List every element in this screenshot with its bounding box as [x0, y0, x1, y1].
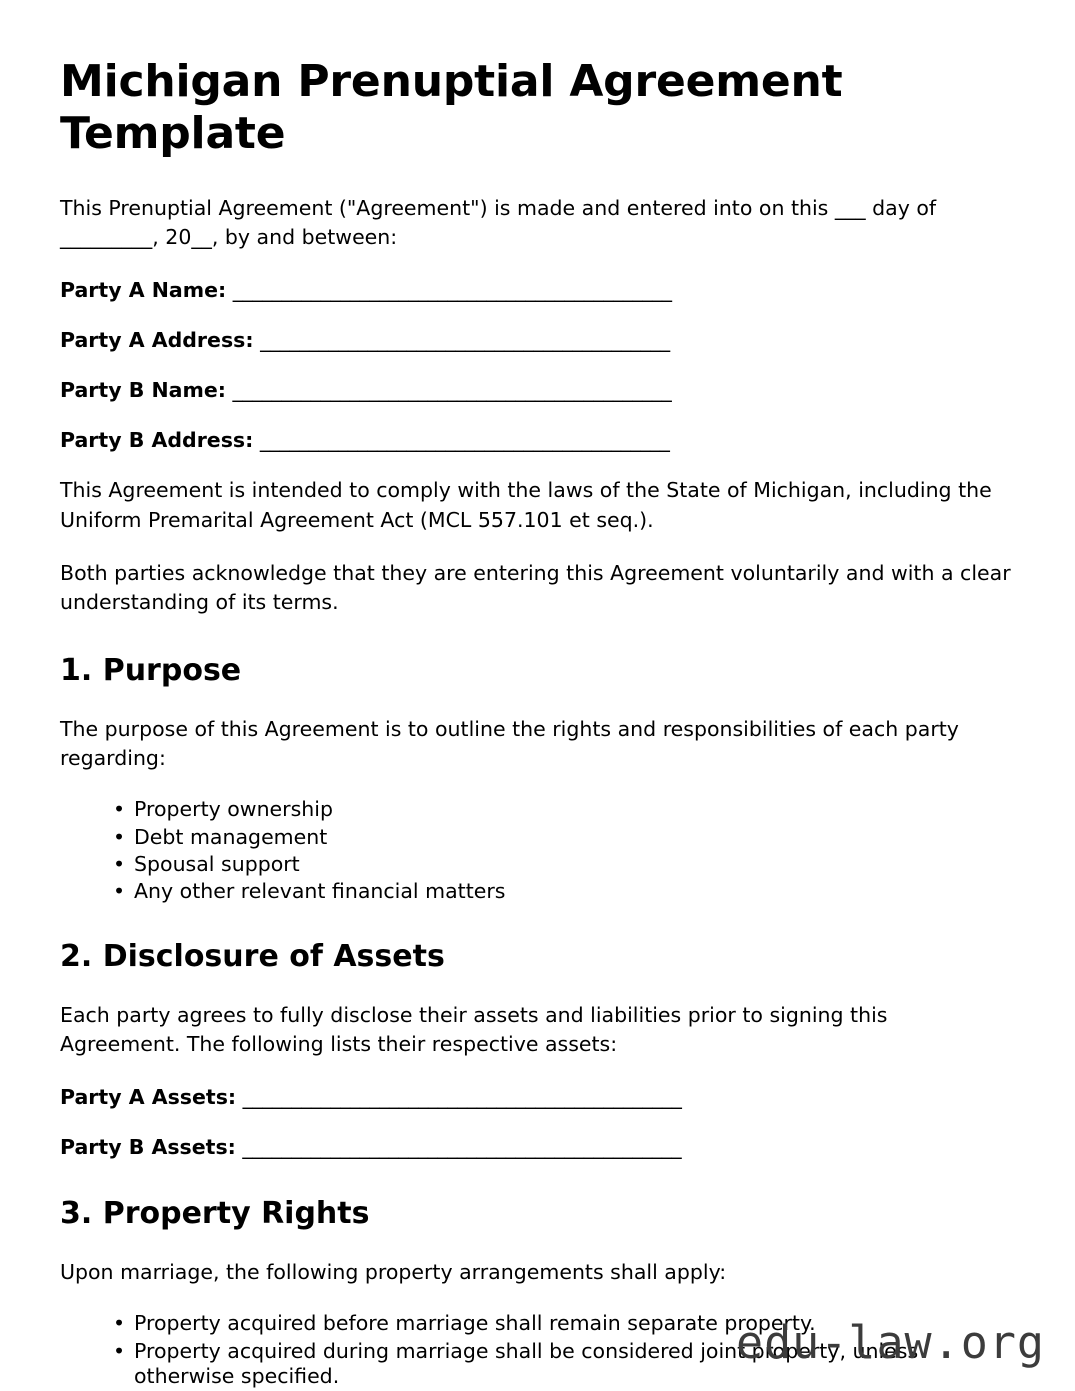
acknowledgement-paragraph: Both parties acknowledge that they are entering this Agreement voluntarily and with a clear understanding of its terms.: [60, 560, 1011, 614]
list-item: • Any other relevant financial matters: [113, 879, 1013, 904]
section-property-rights-intro: Upon marriage, the following property arrangements shall apply:: [60, 1260, 727, 1285]
field-blank-line[interactable]: __________________________________________: [260, 328, 670, 353]
field-blank-line[interactable]: _____________________________________________: [232, 378, 672, 403]
field-label: Party A Assets:: [60, 1084, 237, 1109]
section-purpose-intro: The purpose of this Agreement is to outline the rights and responsibilities of each party regarding:: [60, 716, 959, 771]
field-label: Party B Assets:: [60, 1135, 236, 1160]
field-party-b-address: [60, 426, 1013, 455]
list-item: • Spousal support: [113, 852, 1013, 877]
intro-paragraph: This Prenuptial Agreement ("Agreement") is made and entered into on this ___ day of _________, 20__, by and between:: [60, 195, 937, 249]
field-blank-line[interactable]: __________________________________________: [259, 428, 670, 453]
field-blank-line[interactable]: _____________________________________________: [242, 1084, 682, 1109]
field-party-a-name: [60, 276, 1013, 305]
list-item: • Property acquired before marriage shall remain separate property.: [113, 1311, 1013, 1336]
field-party-b-name: [60, 376, 1013, 405]
section-heading-purpose: 1. Purpose: [60, 652, 242, 688]
section-disclosure-intro: Each party agrees to fully disclose their assets and liabilities prior to signing this Agreement. The following lists their respective assets:: [60, 1002, 888, 1056]
field-label: Party A Name:: [60, 278, 227, 303]
list-item: • Property ownership: [113, 797, 1013, 822]
purpose-bullet-list: [60, 797, 1013, 905]
field-blank-line[interactable]: _____________________________________________: [242, 1135, 682, 1160]
field-label: Party B Name:: [60, 378, 226, 403]
section-heading-property-rights: 3. Property Rights: [60, 1196, 370, 1232]
field-party-a-assets: [60, 1083, 1013, 1112]
site-watermark: edu-law.org: [735, 1316, 1045, 1369]
section-heading-disclosure-of-assets: 2. Disclosure of Assets: [60, 938, 445, 974]
field-label: Party B Address:: [60, 428, 254, 453]
page-title: Michigan Prenuptial Agreement Template: [60, 56, 843, 159]
list-item: • Debt management: [113, 825, 1013, 850]
field-party-b-assets: [60, 1133, 1013, 1162]
list-item: • Property acquired during marriage shall be considered joint property, unless otherwise specified.: [113, 1339, 1013, 1390]
field-party-a-address: [60, 326, 1013, 355]
compliance-paragraph: This Agreement is intended to comply with the laws of the State of Michigan, including the Uniform Premarital Agreement Act (MCL 557.101 et seq.).: [60, 478, 992, 532]
field-label: Party A Address:: [60, 328, 254, 353]
field-blank-line[interactable]: _____________________________________________: [232, 278, 672, 303]
